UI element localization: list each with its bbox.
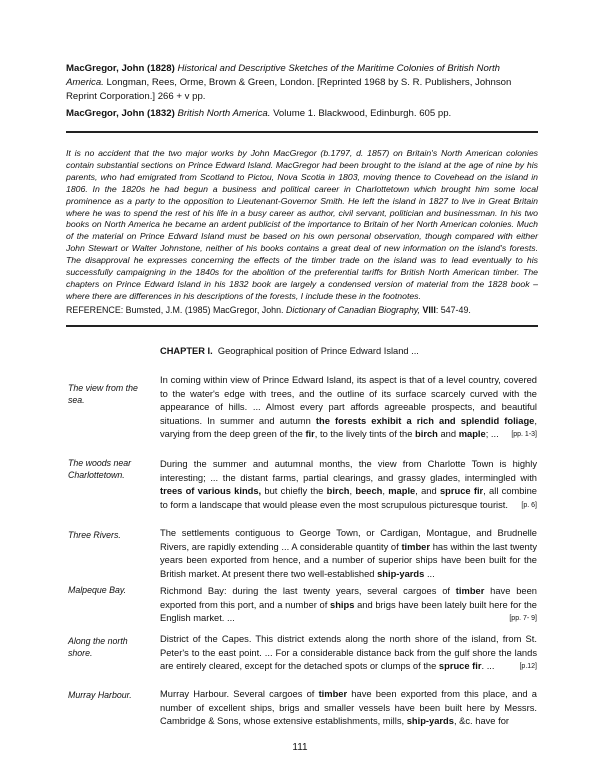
chapter-heading [160, 345, 419, 357]
reference-entry-1832 [66, 107, 536, 121]
emphasized-term: spruce fir [438, 661, 482, 672]
excerpt-text: Murray Harbour. Several cargoes of [160, 689, 319, 699]
emphasized-term: fir [305, 429, 315, 440]
excerpt-text: The settlements contiguous to George Town, or Cardigan, Montague, and Brudnelle Rivers, are rapidly extending ... A considerable quantity of [160, 528, 537, 552]
excerpt-text: but chiefly the [261, 486, 327, 497]
page-citation: [p.12] [519, 663, 537, 671]
reference-title: Historical and Descriptive Sketches of the Maritime Colonies of British North America. [66, 63, 501, 88]
reference-author: MacGregor, John (1828) [66, 63, 175, 74]
excerpt-text: , [349, 486, 356, 497]
emphasized-term: birch [326, 486, 350, 497]
margin-note: Malpeque Bay. [68, 585, 127, 595]
biography-reference-prefix: REFERENCE: Bumsted, J.M. (1985) MacGregor, John. [66, 305, 284, 315]
excerpt-text: have been exported from this port, and a number of [160, 586, 537, 610]
emphasized-term: spruce fir [439, 486, 484, 497]
emphasized-term: maple [388, 486, 416, 497]
excerpt-paragraph [160, 688, 537, 729]
page-citation: [pp. 1-3] [511, 431, 537, 439]
biography-reference-volume: VIII [422, 305, 436, 315]
excerpt-text: , to the lively tints of the [314, 429, 416, 440]
excerpt-text: have been exported from this place, and a number of excellent ships, brigs and smaller vessels have been built here by Messrs. Cambridge & Sons, whose extensive establishments, mills, [160, 689, 537, 727]
emphasized-term: the forests exhibit a rich and splendid foliage [315, 415, 535, 426]
emphasized-term: timber [318, 689, 348, 699]
excerpt-text: In coming within view of Prince Edward Island, its aspect is that of a level country, covered to the water's edge with trees, and the outline of its surface scarcely curved with the appearance of hills. ... Almost every part affords agreeable prospects, and beautiful situations. In summer and autumn [160, 375, 537, 426]
excerpt-text: Richmond Bay: during the last twenty years, several cargoes of [160, 586, 456, 596]
page-number: 111 [292, 742, 308, 753]
reference-author: MacGregor, John (1832) [66, 108, 175, 119]
biography-reference [66, 304, 538, 316]
excerpt-text: District of the Capes. This district extends along the north shore of the island, from St. Peter's to the east point. ... For a considerable distance back from the gulf shore the lands are entirely cleared, except for the detached spots or clumps of the [160, 634, 537, 672]
reference-entry-1828 [66, 62, 536, 104]
excerpt-text: , varying from the deep green of the [160, 415, 537, 440]
margin-note: The woods near Charlottetown. [68, 458, 132, 480]
excerpt-paragraph [160, 458, 537, 512]
excerpt-text: ; ... [485, 429, 499, 440]
excerpt-text: ... [424, 568, 435, 579]
emphasized-term: beech [355, 486, 383, 497]
emphasized-term: trees of various kinds, [160, 486, 262, 497]
emphasized-term: birch [415, 429, 438, 440]
excerpt-text: During the summer and autumnal months, the view from Charlotte Town is highly interesting; ... the distant farms, partial clearings, and grassy glades, intermingled with [160, 459, 537, 483]
excerpt-paragraph [160, 585, 537, 626]
reference-title: British North America. [177, 108, 271, 119]
reference-publisher: Volume 1. Blackwood, Edinburgh. 605 pp. [273, 108, 452, 119]
emphasized-term: ships [330, 599, 355, 610]
excerpt-text: , &c. have for [453, 716, 510, 727]
intro-paragraph: It is no accident that the two major works by John MacGregor (b.1797, d. 1857) on Britain's North American colonies contain substantial sections on Prince Edward Island. MacGregor had been brought to the island at the age of nine by his parents, who had emigrated from Scotland to Pictou, Nova Scotia in 1803, moving thence to Covehead on the island in 1806. In the 1820s he had begun a business and political career in Charlottetown which brought him some local prominence as a party to the opposition to Lieutenant-Governor Smith. He left the island in 1827 to live in Great Britain where he was to spend the rest of his life in a busy career as author, civil servant, politician and businessman. In his two books on North America he became an ardent publicist of the importance to Britain of her North American colonies. Much of the material on Prince Edward Island must be based on his own personal observation, though compared with either John Stewart or Walter Johnstone, neither of his books contains a great deal of new information on the island's forests. The disapproval he expresses concerning the effects of the timber trade on the island was to lead eventually to his successfully campaigning in the 1840s for the abolition of the preferential tariffs for British North American timber. The chapters on Prince Edward Island in his 1832 book are largely a condensed version of material from the 1828 book – where there are differences in his descriptions of the forests, I include these in the footnotes. [66, 148, 538, 301]
excerpt-text: , [382, 486, 389, 497]
chapter-label: CHAPTER I. [160, 346, 213, 356]
emphasized-term: maple [458, 429, 486, 440]
emphasized-term: timber [455, 586, 485, 596]
excerpt-paragraph [160, 374, 537, 442]
emphasized-term: ship-yards [406, 716, 454, 727]
excerpt-text: , and [415, 486, 440, 497]
emphasized-term: timber [401, 541, 430, 552]
margin-note: The view from the sea. [68, 383, 138, 405]
excerpt-paragraph [160, 633, 537, 674]
excerpt-text: and [437, 429, 459, 440]
margin-note: Murray Harbour. [68, 690, 132, 700]
reference-publisher: Longman, Rees, Orme, Brown & Green, London. [Reprinted 1968 by S. R. Publishers, Johnson Reprint Corporation.] 266 + v pp. [66, 77, 512, 102]
excerpt-paragraph [160, 527, 537, 581]
excerpt-text: . ... [481, 661, 495, 672]
page-citation: [p. 6] [521, 501, 537, 509]
excerpt-text: has within the last twenty years been exported from hence, and a number of superior ships have been built for the British market. At present there two well-established [160, 541, 537, 579]
excerpt-text: and brigs have been lately built here for the English market. ... [160, 599, 537, 624]
biography-reference-title: Dictionary of Canadian Biography, [285, 305, 421, 315]
middle-divider [66, 325, 538, 327]
margin-note: Along the north shore. [68, 636, 128, 658]
chapter-title: Geographical position of Prince Edward Island ... [217, 346, 419, 356]
excerpt-text: , all combine to form a landscape that would please even the most scrupulous picturesque tourist. [160, 486, 537, 510]
top-divider [66, 131, 538, 133]
emphasized-term: ship-yards [377, 568, 425, 579]
biography-reference-pages: : 547-49. [435, 305, 471, 315]
margin-note: Three Rivers. [68, 530, 121, 540]
page-citation: [pp. 7- 9] [509, 615, 537, 623]
